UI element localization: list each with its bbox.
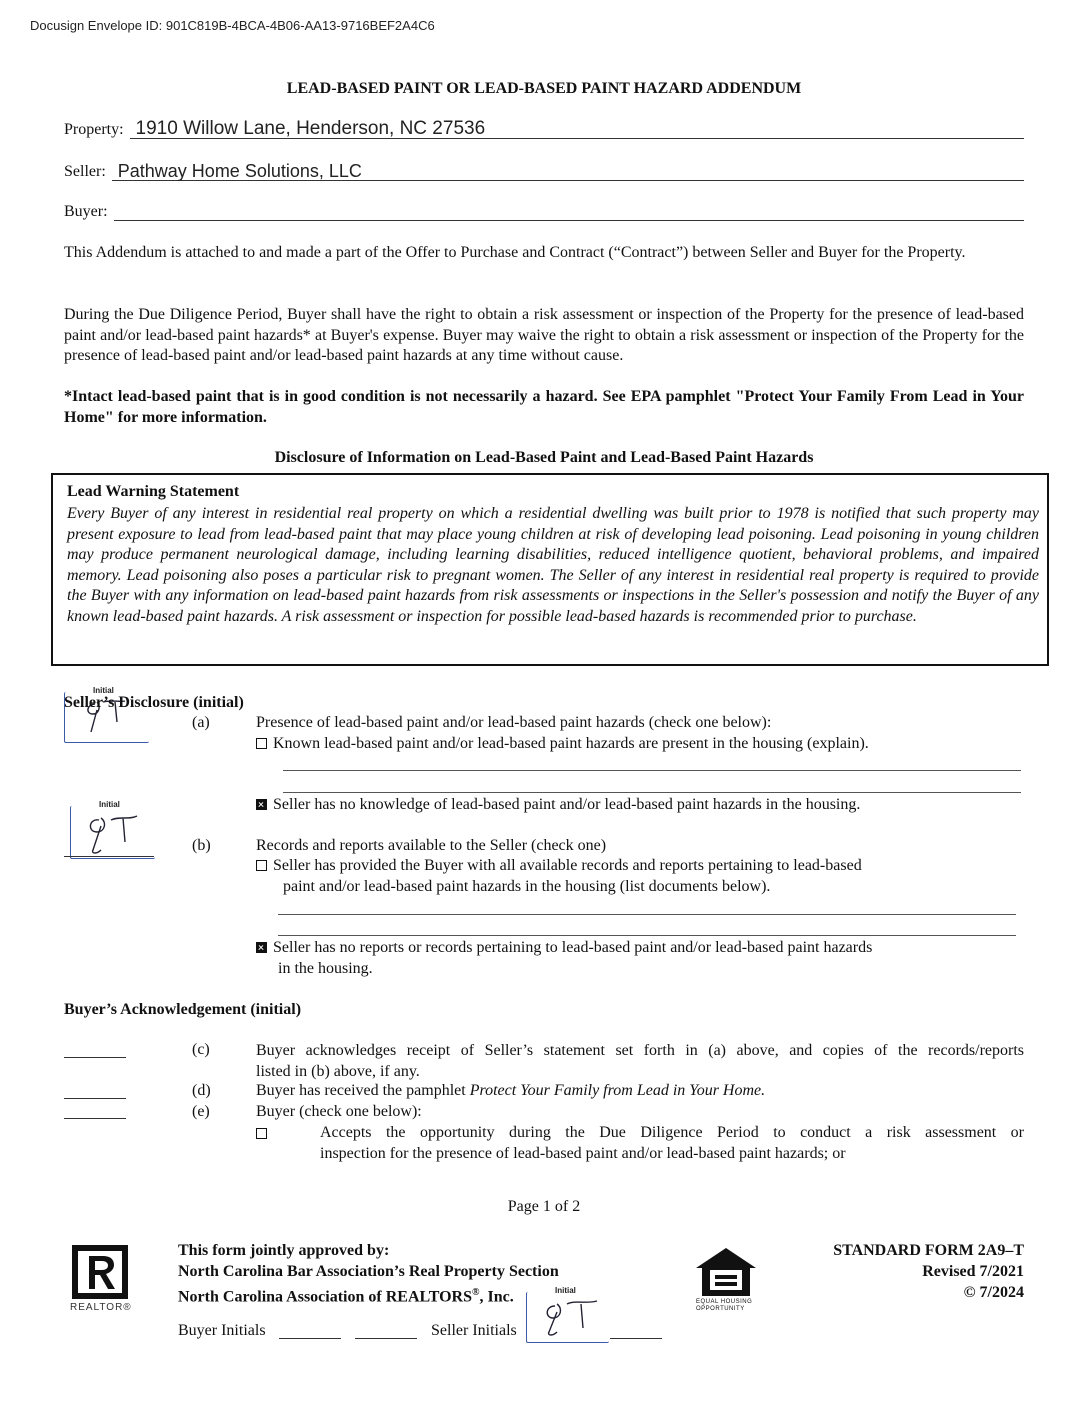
approval-line-3 bbox=[178, 1282, 559, 1307]
registered-mark: ® bbox=[471, 1287, 480, 1298]
disclosure-heading: Disclosure of Information on Lead-Based Paint and Lead-Based Paint Hazards bbox=[274, 449, 814, 466]
realtor-logo-text: REALTOR® bbox=[70, 1302, 132, 1313]
item-a-text: Presence of lead-based paint and/or lead-based paint hazards (check one below): bbox=[256, 714, 772, 731]
approval-line-3-prefix: North Carolina Association of REALTORS bbox=[178, 1288, 472, 1306]
approval-block bbox=[178, 1240, 559, 1307]
approval-line-3-suffix: , Inc. bbox=[479, 1288, 514, 1306]
buyer-initials-line-2[interactable] bbox=[355, 1338, 417, 1339]
approval-line-2: North Carolina Bar Association’s Real Property Section bbox=[178, 1263, 559, 1280]
checkbox-e1[interactable] bbox=[256, 1128, 267, 1139]
checkbox-e1-wrap bbox=[256, 1125, 273, 1143]
item-d-label: (d) bbox=[192, 1082, 211, 1099]
option-b1 bbox=[256, 857, 862, 875]
item-c-text bbox=[256, 1041, 1024, 1082]
property-value: 1910 Willow Lane, Henderson, NC 27536 bbox=[135, 118, 486, 139]
item-c-line2: listed in (b) above, if any. bbox=[256, 1062, 420, 1080]
initial-tag: Initial bbox=[555, 1286, 576, 1295]
document-title: LEAD-BASED PAINT OR LEAD-BASED PAINT HAZARD ADDENDUM bbox=[286, 80, 802, 97]
seller-initials-box-footer[interactable] bbox=[526, 1286, 609, 1343]
option-b2 bbox=[256, 939, 872, 957]
item-d-text bbox=[256, 1082, 765, 1100]
page-number: Page 1 of 2 bbox=[507, 1198, 581, 1215]
seller-initials-label: Seller Initials bbox=[431, 1322, 517, 1339]
explain-line-2[interactable] bbox=[283, 792, 1021, 793]
seller-signature-icon bbox=[535, 1298, 601, 1338]
checkbox-a1[interactable] bbox=[256, 738, 267, 749]
explain-line-1[interactable] bbox=[283, 770, 1021, 771]
seller-field[interactable] bbox=[112, 160, 1024, 181]
form-copyright: © 7/2024 bbox=[963, 1284, 1024, 1301]
item-e-text: Buyer (check one below): bbox=[256, 1103, 422, 1120]
equal-housing-house-icon bbox=[694, 1246, 758, 1298]
option-b2-label: Seller has no reports or records pertaining to lead-based paint and/or lead-based paint hazards bbox=[273, 939, 873, 956]
documents-line-1[interactable] bbox=[278, 914, 1016, 915]
property-field[interactable] bbox=[130, 118, 1024, 139]
seller-initial-line-b bbox=[64, 856, 154, 857]
initial-tag: Initial bbox=[93, 686, 114, 695]
buyer-field-row bbox=[64, 200, 1024, 221]
option-a2-label: Seller has no knowledge of lead-based paint and/or lead-based paint hazards in the housing. bbox=[273, 796, 861, 813]
checkbox-b2-checked[interactable] bbox=[256, 942, 267, 953]
initial-tag: Initial bbox=[99, 800, 120, 809]
option-b1-line2: paint and/or lead-based paint hazards in the housing (list documents below). bbox=[283, 878, 771, 895]
form-info bbox=[780, 1240, 1024, 1303]
seller-signature-icon bbox=[77, 810, 141, 854]
buyer-initials-line-1[interactable] bbox=[279, 1338, 341, 1339]
option-a2 bbox=[256, 796, 860, 814]
buyer-initial-line-c[interactable] bbox=[64, 1057, 126, 1058]
option-b1-label: Seller has provided the Buyer with all available records and reports pertaining to lead-based bbox=[273, 857, 862, 874]
eho-line-1: EQUAL HOUSING bbox=[696, 1299, 753, 1305]
buyer-initial-line-d[interactable] bbox=[64, 1098, 126, 1099]
buyer-field[interactable] bbox=[114, 200, 1024, 221]
seller-disclosure-heading: Seller’s Disclosure (initial) bbox=[64, 694, 244, 711]
item-e-label: (e) bbox=[192, 1103, 210, 1120]
realtor-logo bbox=[68, 1244, 140, 1318]
equal-housing-text bbox=[696, 1299, 752, 1313]
seller-value: Pathway Home Solutions, LLC bbox=[117, 161, 362, 181]
lead-warning-heading: Lead Warning Statement bbox=[67, 483, 240, 500]
equal-housing-logo bbox=[694, 1246, 758, 1316]
option-e1-line1: Accepts the opportunity during the Due Diligence Period to conduct a risk assessment or bbox=[320, 1124, 1024, 1141]
seller-initials-line-2[interactable] bbox=[610, 1338, 662, 1339]
intro-paragraph: This Addendum is attached to and made a part of the Offer to Purchase and Contract (“Contract”) between Seller and Buyer for the Property. bbox=[64, 244, 966, 261]
buyer-label: Buyer: bbox=[64, 203, 108, 220]
buyer-ack-heading: Buyer’s Acknowledgement (initial) bbox=[64, 1001, 302, 1018]
lead-warning-text: Every Buyer of any interest in residential real property on which a residential dwelling was built prior to 1978 is notified that such property may present exposure to lead from lead-based paint that may place young children at risk of developing lead poisoning. Lead poisoning in young children may produce permanent neurological damage, including learning disabilities, reduced intelligence quotient, behavioral problems, and impaired memory. Lead poisoning also poses a particular risk to pregnant women. The Seller of any interest in residential real property is required to provide the Buyer with any information on lead-based paint hazards from risk assessments or inspections in the Seller's possession and notify the Buyer of any known lead-based paint hazards. A risk assessment or inspection for possible lead-based hazards is recommended prior to purchase. bbox=[67, 505, 1039, 625]
item-d-prefix: Buyer has received the pamphlet bbox=[256, 1082, 470, 1099]
buyer-initials-label: Buyer Initials bbox=[178, 1322, 266, 1339]
option-e1 bbox=[320, 1123, 1024, 1164]
form-revised: Revised 7/2021 bbox=[922, 1263, 1024, 1280]
option-b2-line2: in the housing. bbox=[278, 960, 373, 977]
item-b-label: (b) bbox=[192, 837, 211, 854]
checkbox-b1[interactable] bbox=[256, 860, 267, 871]
item-d-pamphlet-title: Protect Your Family from Lead in Your Home. bbox=[469, 1082, 766, 1099]
realtor-r-icon bbox=[71, 1244, 131, 1300]
seller-field-row bbox=[64, 160, 1024, 181]
form-name: STANDARD FORM 2A9–T bbox=[833, 1242, 1024, 1259]
due-diligence-paragraph: During the Due Diligence Period, Buyer shall have the right to obtain a risk assessment or inspection of the Property for the presence of lead-based paint and/or lead-based paint hazards* at Buyer's expense. Buyer may waive the right to obtain a risk assessment or inspection of the Property for the presence of lead-based paint and/or lead-based paint hazards at any time without cause. bbox=[64, 306, 1024, 364]
documents-line-2[interactable] bbox=[278, 935, 1016, 936]
buyer-initial-line-e[interactable] bbox=[64, 1118, 126, 1119]
item-b-text: Records and reports available to the Seller (check one) bbox=[256, 837, 607, 854]
item-c-label: (c) bbox=[192, 1041, 210, 1058]
seller-label: Seller: bbox=[64, 163, 106, 180]
option-a1-label: Known lead-based paint and/or lead-based paint hazards are present in the housing (explain). bbox=[273, 735, 869, 752]
seller-initial-box-b[interactable] bbox=[70, 800, 155, 859]
property-label: Property: bbox=[64, 121, 124, 138]
approval-line-1: This form jointly approved by: bbox=[178, 1242, 390, 1259]
item-c-line1: Buyer acknowledges receipt of Seller’s statement set forth in (a) above, and copies of the records/reports bbox=[256, 1042, 1024, 1059]
intact-note: *Intact lead-based paint that is in good condition is not necessarily a hazard. See EPA pamphlet "Protect Your Family From Lead in Your Home" for more information. bbox=[64, 388, 1024, 426]
checkbox-a2-checked[interactable] bbox=[256, 799, 267, 810]
eho-line-2: OPPORTUNITY bbox=[696, 1306, 745, 1312]
envelope-id: Docusign Envelope ID: 901C819B-4BCA-4B06-AA13-9716BEF2A4C6 bbox=[30, 18, 435, 33]
item-a-label: (a) bbox=[192, 714, 210, 731]
lead-warning-box bbox=[51, 473, 1049, 666]
property-field-row bbox=[64, 118, 1024, 139]
option-e1-line2: inspection for the presence of lead-based paint and/or lead-based paint hazards; or bbox=[320, 1144, 846, 1162]
option-a1 bbox=[256, 735, 869, 753]
